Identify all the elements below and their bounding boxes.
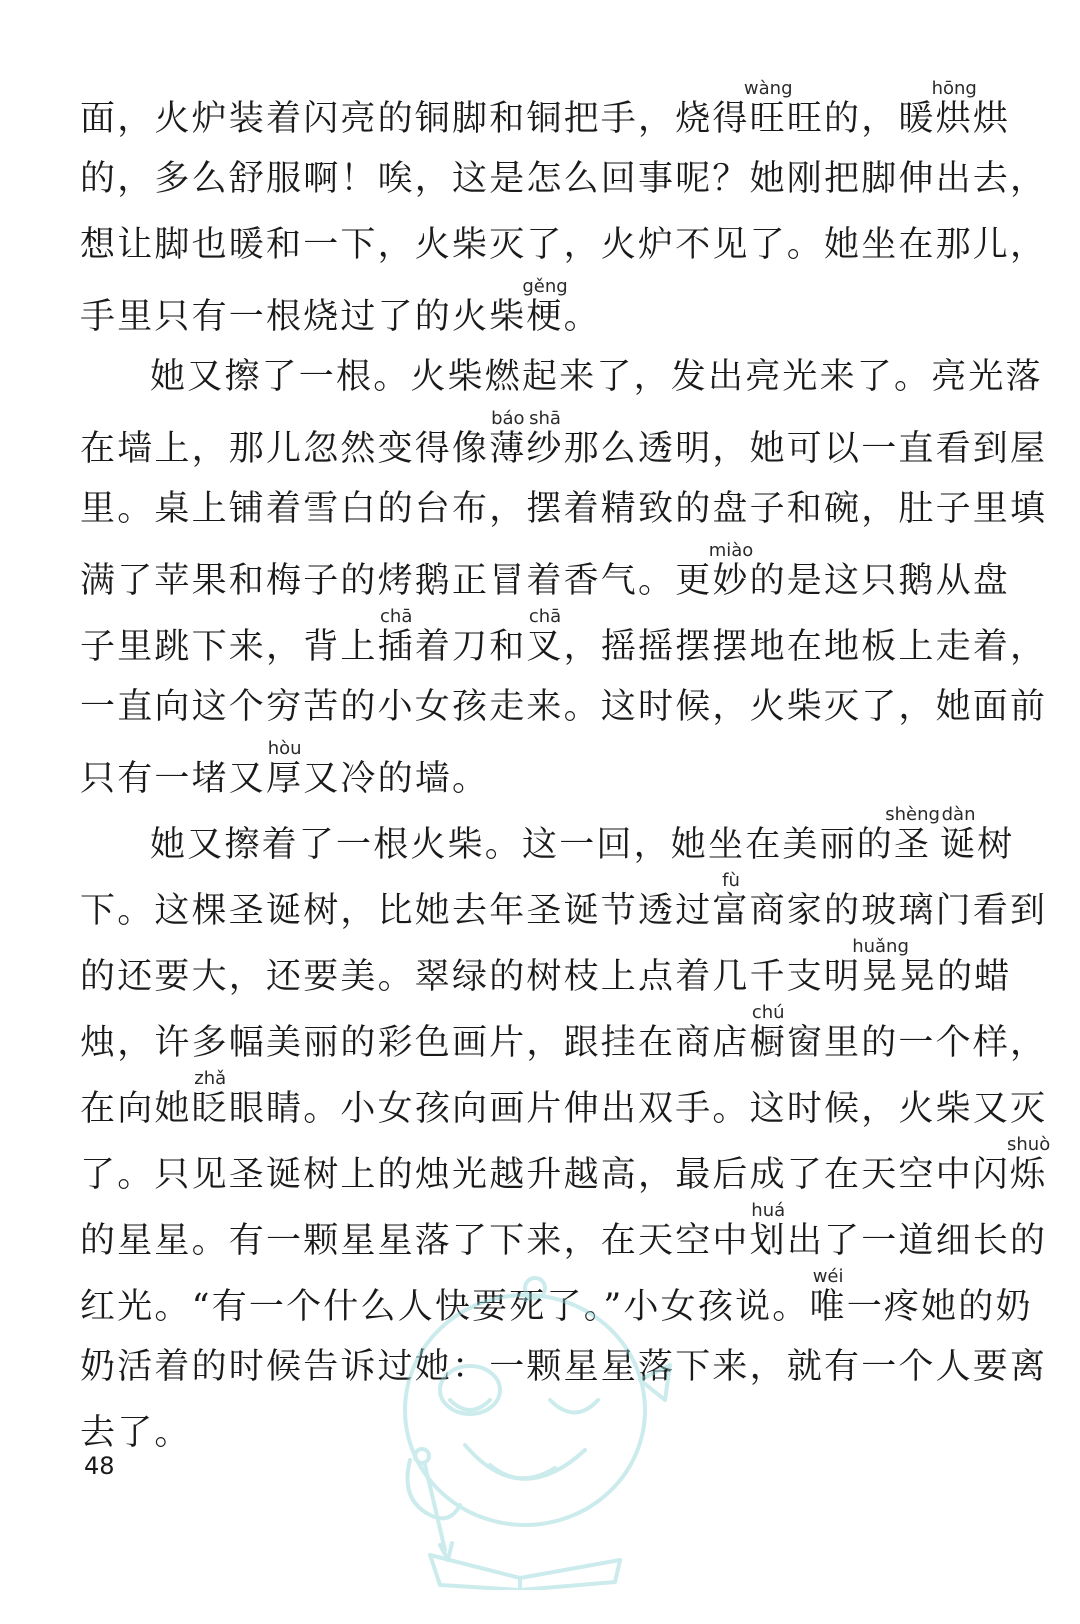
pinyin-annotation: hòu xyxy=(266,738,304,759)
text-segment: 奶活着的时候告诉过她：一颗星星落下来，就有一个人要离 xyxy=(80,1347,1048,1387)
annotated-character xyxy=(522,276,568,337)
text-line xyxy=(80,476,1048,542)
character: 唯 xyxy=(809,1287,847,1327)
character: 晃 xyxy=(852,957,909,997)
annotated-character xyxy=(852,936,909,997)
character: 纱 xyxy=(526,429,564,469)
text-segment: 下。这棵圣诞树，比她去年圣诞节透过 xyxy=(80,891,713,931)
annotated-character xyxy=(526,606,564,667)
text-line xyxy=(80,674,1048,740)
text-line xyxy=(80,606,1048,674)
text-line xyxy=(80,408,1048,476)
annotated-character xyxy=(743,78,793,139)
pinyin-annotation: huá xyxy=(749,1200,787,1221)
text-segment: 。 xyxy=(563,297,601,337)
pinyin-annotation: dàn xyxy=(939,804,978,825)
text-segment: 晃的蜡 xyxy=(899,957,1012,997)
annotated-character xyxy=(1007,1134,1051,1195)
page-number: 48 xyxy=(84,1452,115,1480)
character: 圣 xyxy=(885,825,940,865)
pinyin-annotation: shā xyxy=(526,408,564,429)
text-segment: 子里跳下来，背上 xyxy=(80,627,378,667)
annotated-character xyxy=(377,606,415,667)
pinyin-annotation: fù xyxy=(712,870,750,891)
text-segment: 一疼她的奶 xyxy=(846,1287,1033,1327)
pinyin-annotation: huǎng xyxy=(852,936,909,957)
text-segment: 旺的，暖 xyxy=(786,99,936,139)
text-line xyxy=(80,344,1043,410)
text-segment: 着刀和 xyxy=(414,627,527,667)
text-line xyxy=(80,1134,1051,1202)
annotated-character xyxy=(526,408,564,469)
text-line xyxy=(80,146,1048,212)
pinyin-annotation: gěng xyxy=(522,276,568,297)
story-text xyxy=(80,78,1051,1466)
annotated-character xyxy=(939,804,978,865)
pinyin-annotation: wéi xyxy=(809,1266,847,1287)
text-segment: 只有一堵又 xyxy=(80,759,267,799)
character: 烘 xyxy=(931,99,977,139)
character: 妙 xyxy=(708,561,754,601)
annotated-character xyxy=(712,870,750,931)
cartoon-writing-character-icon xyxy=(370,1260,680,1590)
text-segment: 在向她 xyxy=(80,1089,192,1129)
text-segment: 满了苹果和梅子的烤鹅正冒着香气。更 xyxy=(80,561,713,601)
text-line xyxy=(80,870,1048,938)
text-segment: 面，火炉装着闪亮的铜脚和铜把手，烧得 xyxy=(80,99,750,139)
text-line xyxy=(80,1200,1048,1268)
annotated-character xyxy=(749,1200,787,1261)
annotated-character xyxy=(266,738,304,799)
text-segment: 烘 xyxy=(972,99,1011,139)
pinyin-annotation: miào xyxy=(708,540,754,561)
character: 眨 xyxy=(191,1089,229,1129)
text-segment: 手里只有一根烧过了的火柴 xyxy=(80,297,527,337)
text-segment: 商家的玻璃门看到 xyxy=(749,891,1048,931)
pinyin-annotation: zhǎ xyxy=(191,1068,229,1089)
pinyin-annotation: chā xyxy=(526,606,564,627)
text-segment: 烛，许多幅美丽的彩色画片，跟挂在商店 xyxy=(80,1023,750,1063)
pinyin-annotation: shèng xyxy=(885,804,940,825)
text-segment: 红光。“有一个什么人快要死了。”小女孩说。 xyxy=(80,1287,810,1327)
text-segment: 那么透明，她可以一直看到屋 xyxy=(563,429,1048,469)
pinyin-annotation: báo xyxy=(489,408,527,429)
character: 富 xyxy=(712,891,750,931)
pinyin-annotation: chú xyxy=(749,1002,787,1023)
annotated-character xyxy=(708,540,754,601)
text-segment: 里。桌上铺着雪白的台布，摆着精致的盘子和碗，肚子里填 xyxy=(80,489,1048,529)
text-segment: 想让脚也暖和一下，火柴灭了，火炉不见了。她坐在那儿， xyxy=(80,225,1048,265)
text-segment: 了。只见圣诞树上的烛光越升越高，最后成了在天空中闪 xyxy=(80,1155,1011,1195)
text-segment: 眼睛。小女孩向画片伸出双手。这时候，火柴又灭 xyxy=(228,1089,1048,1129)
text-line xyxy=(80,278,1020,344)
text-segment: 又冷的墙。 xyxy=(303,759,490,799)
text-line xyxy=(80,938,1020,1004)
annotated-character xyxy=(489,408,527,469)
text-line xyxy=(80,80,1020,146)
annotated-character xyxy=(191,1068,229,1129)
annotated-character xyxy=(809,1266,847,1327)
pinyin-annotation: wàng xyxy=(743,78,793,99)
text-line xyxy=(80,806,1020,872)
text-segment: ，摇摇摆摆地在地板上走着， xyxy=(563,627,1048,667)
text-segment: 一直向这个穷苦的小女孩走来。这时候，火柴灭了，她面前 xyxy=(80,687,1048,727)
text-line xyxy=(80,1002,1048,1070)
character: 橱 xyxy=(749,1023,787,1063)
text-segment: 的是这只鹅从盘 xyxy=(749,561,1011,601)
text-segment: 出了一道细长的 xyxy=(786,1221,1048,1261)
annotated-character xyxy=(931,78,977,139)
character: 诞 xyxy=(939,825,978,865)
character: 插 xyxy=(377,627,415,667)
text-segment: 的还要大，还要美。翠绿的树枝上点着几千支明 xyxy=(80,957,862,997)
character: 薄 xyxy=(489,429,527,469)
text-line xyxy=(80,212,1048,278)
character: 划 xyxy=(749,1221,787,1261)
pinyin-annotation: chā xyxy=(377,606,415,627)
text-line xyxy=(80,740,1020,806)
character: 叉 xyxy=(526,627,564,667)
text-line xyxy=(80,1068,1048,1136)
character: 旺 xyxy=(743,99,793,139)
character: 梗 xyxy=(522,297,568,337)
character: 厚 xyxy=(266,759,304,799)
pinyin-annotation: hōng xyxy=(931,78,977,99)
text-segment: 她又擦了一根。火柴燃起来了，发出亮光来了。亮光落 xyxy=(150,357,1043,397)
text-segment: 的星星。有一颗星星落了下来，在天空中 xyxy=(80,1221,750,1261)
text-segment: 她又擦着了一根火柴。这一回，她坐在美丽的 xyxy=(150,825,895,865)
text-line xyxy=(80,542,1020,608)
text-segment: 树 xyxy=(977,825,1015,865)
text-segment: 在墙上，那儿忽然变得像 xyxy=(80,429,490,469)
pinyin-annotation: shuò xyxy=(1007,1134,1051,1155)
annotated-character xyxy=(749,1002,787,1063)
text-segment: 窗里的一个样， xyxy=(786,1023,1048,1063)
text-segment: 去了。 xyxy=(80,1413,192,1453)
annotated-character xyxy=(885,804,940,865)
character: 烁 xyxy=(1007,1155,1051,1195)
text-segment: 的，多么舒服啊！唉，这是怎么回事呢？她刚把脚伸出去， xyxy=(80,159,1048,199)
